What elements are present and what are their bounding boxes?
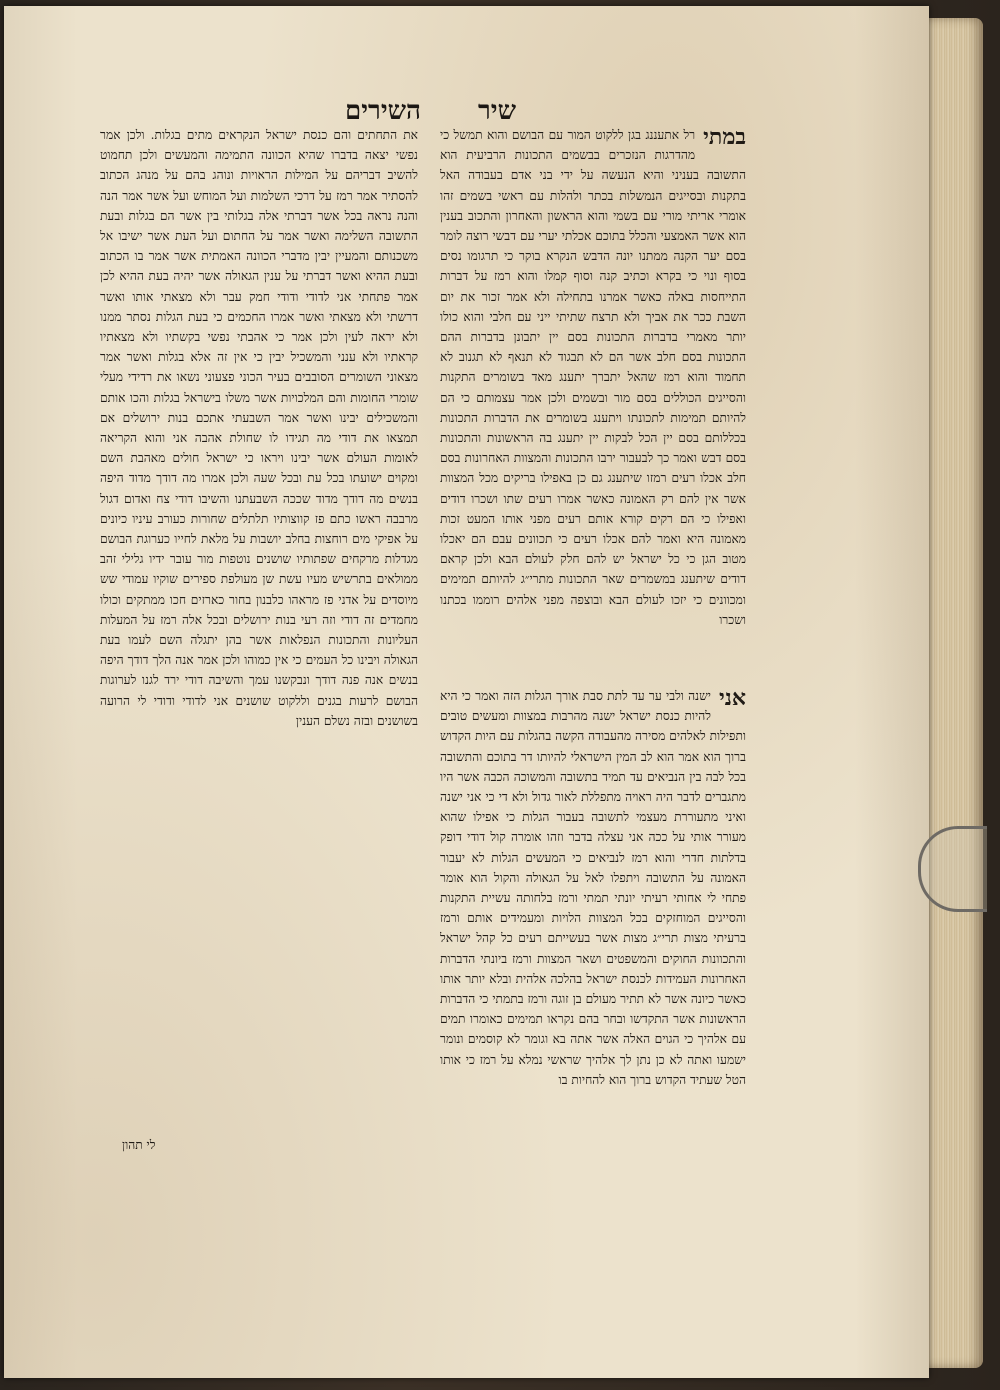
binder-clip	[918, 826, 987, 912]
right-column-bottom-text	[440, 686, 746, 1126]
left-column-text	[100, 125, 418, 1165]
right-column-bottom-paragraph: ישנה ולבי ער עד לתת סבת אורך הגלות הזה ואמר כי היא להיות כנסת ישראל ישנה מהרבות במצוות ומעשים טובים ותפילות לאלהים מסירה מהעבודה הקשה בהגלות עם היות הקדוש ברוך הוא אמר הוא לב המין הישראלי להיותו דר בתוכם והתשובה בכל לבה בין הנביאים עד תמיד בתשובה והמשוכה הכבה אשר היו מתגברים לדבר היה ראויה מתפללת לאור גדול ולא די כי אני ישנה ואיני מתעוררת מעצמי לתשובה בעבור הגלות כי אפילו שהוא מעורר אותי על ככה אני עצלה בדבר וזהו אומרה קול דודי דופק בדלתות חדרי והוא רמז לנביאים כי המעשים הגלות לא יעבור האמונה על התשובה ויתפלו לאל על הגאולה והקול הוא אומר פתחי לי אחותי רעיתי יונתי תמתי ורמז בלחותה עשיית התקנות והסייגים המוחזקים בכל המצוות הלויות ומעמידים אותם ורמז ברעיתי מצות תרי״ג מצות אשר בעשייתם רעים כל קהל ישראל והתכוונות החוקים והמשפטים ושאר המצוות ורמז ביונתי הדברות האחרונות העמידות לכנסת ישראל בהלכה אלהית ובלא יותר אותו כאשר כיונה אשר לא תתיר מעולם בן זוגה ורמז בתמתי כי הדברות הראשונות אשר התקדשו ובחר בהם נקראו תמימים כאומרו תמים עם אלהיך כי הגוים האלה אשר אתה בא וגומר לא קוסמים ונומר ישמעו ואתה לא כן נתן לך אלהיך שראשי נמלא על רמז כי אותו הטל שעתיד הקדוש ברוך הוא להחיות בו	[440, 689, 746, 1087]
right-column-top-paragraph: רל אתעננג בגן ללקוט המור עם הבושם והוא תמשל כי מהדרגות הנזכרים בבשמים התכונות הרביעית הוא התשובה בעניני והיא הנעשה על ידי בני אדם בעבודה האל בתקנות ובסייגים הנמשלות בכתר ולהלות עם ראשי בשמים זהו אומרי אריתי מורי עם בשמי והוא הראשון והאחרון והתכוב בענין הוא אשר האמצעי והכלל בתוכם אכלתי יערי עם דבשי רוצה לומר בסם יער הקנה ממתנו יונה הדבש הנקרא בוקר כי תרגומו נסים בסוף ונוי כי בקרא וכתיב קנה וסוף קמלו והוא רמז על דברות התייחסות באלה כאשר אמרנו בתחילה ולא אמר זכור את יום השבת ככר את אביך ולא תרצח שתיתי ייני עם חלבי והוא כולו יותר מאמרי בדברות התכונות בסם יין יתבונן בדברות ההם התכונות בסם חלב אשר הם לא תבגוד לא תנאף לא תגנוב לא תחמוד והוא רמז שהאל יתברך יתענג מאד בשומרים התקנות והסייגים הכוללים בסם מור ובשמים ולכן אמר עצמותם כי הם להיותם תמימות לתכונתו ויתענג בשומרים את הדברות התכונות בכללותם בסם יין הכל לבקות יין יתענג בה הראשונות והתכונות בסם דבש ואמר כך לבעבור ירבו התכונות והמצוות האחרונות בסם חלב אכלו רעים רמזו שיתענג גם כן באפילו בריקים מכל המצוות אשר אין להם רק האמונה כאשר אמרו רעים שתו ושכרו דודים ואפילו כי הם רקים קורא אותם רעים מפני אותו המעט זכות מאמונה היא ואמר להם אכלו רעים כי תכוונים עבם הם יאכלו מטוב הגן כי כל ישראל יש להם חלק לעולם הבא ולכן קראם דודים שיתענג במשמרים שאר התכונות מתרי״ג להיותם תמימים ומכוונים כי יזכו לעולם הבא ובוצפה מפני אלהים רוממו בכתנו ושכרו	[440, 128, 746, 627]
running-header-left: השירים	[345, 96, 421, 126]
book-page-edges	[925, 18, 983, 1368]
lead-word: במתי	[703, 125, 746, 150]
lead-word: אני	[718, 686, 746, 711]
right-column-top-text	[440, 125, 746, 665]
left-column-paragraph: את התחתים והם כנסת ישראל הנקראים מתים בגלות. ולכן אמר נפשי יצאה בדברו שהיא הכוונה התמימה והמעשים ולכן תחמוט להשיב דבריהם על המילות הראויות ונוהג בהם על מנהג הכתוב להסתיר אמר רמז על דרכי השלמות ועל המוחש ועל אשר אמר הנה והנה נראה בכל אשר דברתי אלה בגלותי בין אשר הם בגלות ובעת התשובה השלימה ואשר אמר על החתום ועל העת אשר ישיבו אל משכנותם והמעיין יבין מדברי הכוונה האמתית אשר אמר בו הכתוב ובעת ההיא ואשר דברתי על ענין הגאולה אשר יהיה בעת ההיא לכן אמר פתחתי אני לדודי ודודי חמק עבר ולא מצאתי אותו ואשר דרשתי ולא מצאתי ואשר אמרו החכמים כי בעת הגלות נסתר ממנו ולא יראה לעין ולכן אמר כי אהבתי נפשי בקשתיו ולא מצאתיו קראתיו ולא ענני והמשכיל יבין כי אין זה אלא בגלות ואשר אמר מצאוני השומרים הסובבים בעיר הכוני פצעוני נשאו את רדידי מעלי שומרי החומות והם המלכויות אשר משלו בישראל בגלות והכו אותם והמשכילים יבינו ואשר אמר השבעתי אתכם בנות ירושלים אם תמצאו את דודי מה תגידו לו שחולת אהבה אני והוא הקריאה לאומות העולם אשר יבינו ויראו כי ישראל חולים מאהבת השם ומקוים ישועתו בכל עת ובכל שעה ולכן אמרו מה דודך מדוד היפה בנשים מה דודך מדוד שככה השבעתנו והשיבו דודי צח ואדום דגול מרבבה ראשו כתם פז קווצותיו תלתלים שחורות כעורב עיניו כיונים על אפיקי מים רוחצות בחלב יושבות על מלאת לחייו כערוגת הבושם מגדלות מרקחים שפתותיו שושנים נוטפות מור עובר ידיו גלילי זהב ממולאים בתרשיש מעיו עשת שן מעולפת ספירים שוקיו עמודי שש מיוסדים על אדני פז מראהו כלבנון בחור כארזים חכו ממתקים וכולו מחמדים זה דודי וזה רעי בנות ירושלים ובכל אלה רמז על המעלות העליונות והתכונות הנפלאות אשר בהן יתגלה השם לעמו בעת הגאולה ויבינו כל העמים כי אין כמוהו ולכן אמר אנה הלך דודך היפה בנשים אנה פנה דודך ונבקשנו עמך והשיבה דודי ירד לגנו לערוגות הבושם לרעות בגנים וללקוט שושנים אני לדודי ודודי לי הרועה בשושנים ובזה נשלם הענין	[100, 128, 418, 728]
running-header-right: שיר	[478, 96, 516, 126]
catchword: לי תהון	[122, 1138, 156, 1152]
